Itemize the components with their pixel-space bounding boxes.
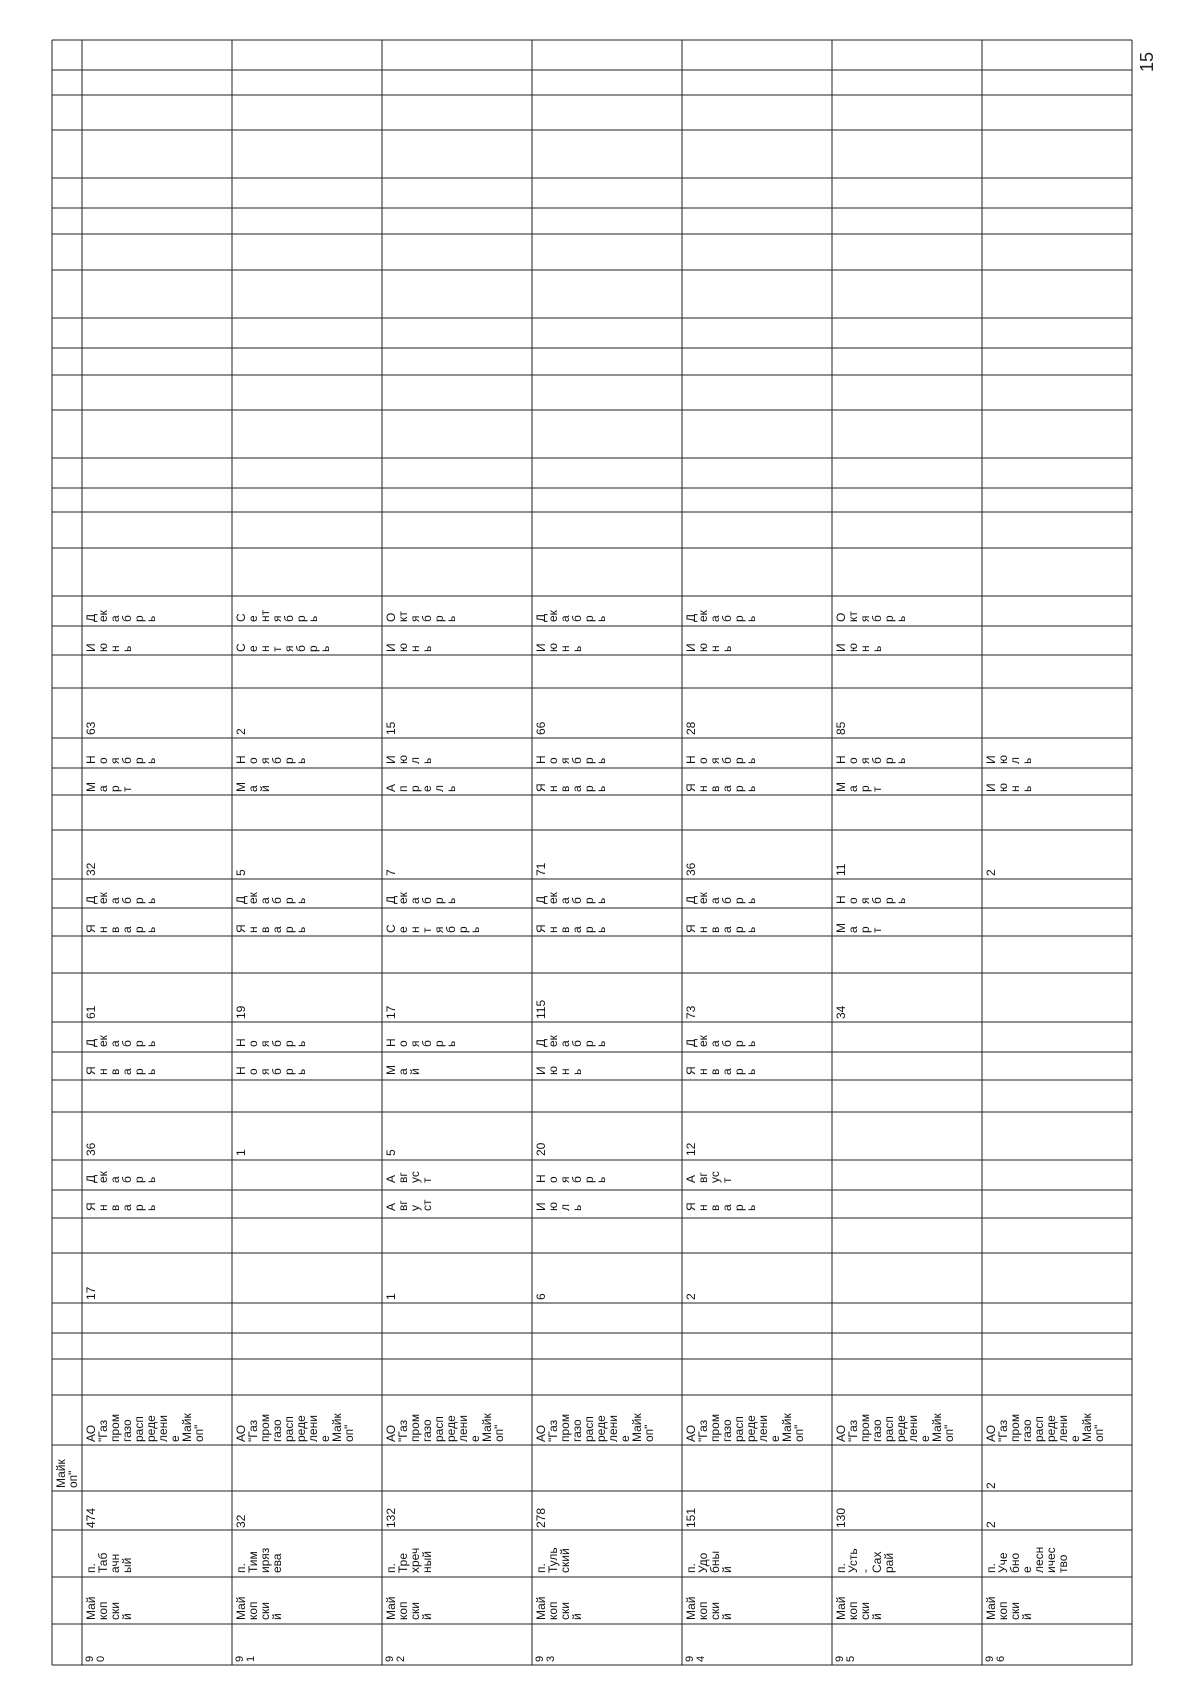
cell-org: АО "Газ пром газо расп реде лени е Майк оп" [84, 1413, 206, 1442]
cell-settlement: п. Удо бны й [684, 1550, 734, 1573]
cell-p5b: О кт я б р ь [834, 611, 908, 622]
cell-v5: 66 [534, 721, 548, 735]
cell-p4b: Н о я б р ь [834, 755, 908, 764]
cell-num: 9 2 [384, 1655, 407, 1662]
cell-p5b: Д ек а б р ь [84, 610, 158, 622]
cell-p4a: М а й [234, 782, 272, 792]
cell-num: 9 4 [684, 1655, 707, 1662]
cell-p1a: И ю л ь [534, 1202, 584, 1211]
cell-p2b: Д ек а б р ь [534, 1035, 608, 1047]
cell-p5b: Д ек а б р ь [534, 610, 608, 622]
cell-district: Май коп ски й [384, 1596, 434, 1620]
cell-p3a: Я н в а р ь [684, 924, 758, 933]
cell-v1: 6 [534, 1293, 548, 1300]
cell-count: 278 [534, 1507, 548, 1528]
cell-org: АО "Газ пром газо расп реде лени е Майк оп" [384, 1413, 506, 1442]
cell-p4b: Н о я б р ь [84, 755, 158, 764]
cell-v3: 34 [834, 1005, 848, 1019]
cell-p2b: Д ек а б р ь [684, 1035, 758, 1047]
cell-v2: 36 [84, 1142, 98, 1156]
cell-district: Май коп ски й [234, 1596, 284, 1620]
cell-v2: 12 [684, 1142, 698, 1156]
cell-p1b: А вг ус т [684, 1171, 734, 1183]
cell-v4: 5 [234, 869, 248, 876]
cell-v4: 2 [984, 869, 998, 876]
cell-count: 132 [384, 1507, 398, 1528]
cell-p5a: И ю н ь [534, 643, 584, 652]
cell-p3b: Д ек а б р ь [684, 892, 758, 904]
cell-v5: 2 [234, 728, 248, 735]
cell-p3b: Н о я б р ь [834, 895, 908, 904]
cell-count: 474 [84, 1507, 98, 1528]
cell-v3: 61 [84, 1005, 98, 1019]
cell-p2a: Н о я б р ь [234, 1066, 308, 1075]
cell-org: АО "Газ пром газо расп реде лени е Майк оп" [534, 1413, 656, 1442]
cell-settlement: п. Тре хреч ный [384, 1547, 434, 1573]
cell-settlement: п. Усть - Сах рай [834, 1548, 896, 1573]
cell-p1b: А вг ус т [384, 1171, 434, 1183]
cell-num: 9 3 [534, 1655, 557, 1662]
cell-num: 9 1 [234, 1655, 257, 1662]
cell-p4a: А п р е л ь [384, 783, 458, 792]
cell-p3b: Д ек а б р ь [534, 892, 608, 904]
cell-org: АО "Газ пром газо расп реде лени е Майк оп" [234, 1413, 356, 1442]
cell-v5: 28 [684, 721, 698, 735]
cell-num: 9 6 [984, 1655, 1007, 1662]
cell-district: Май коп ски й [984, 1596, 1034, 1620]
cell-p5a: И ю н ь [834, 643, 884, 652]
cell-p4b: И ю л ь [384, 755, 434, 764]
cell-p3a: Я н в а р ь [234, 924, 308, 933]
cell-v5: 85 [834, 721, 848, 735]
cell-v4: 11 [834, 863, 848, 876]
cell-settlement: п. Тим иряз ева [234, 1547, 284, 1573]
cell-org: АО "Газ пром газо расп реде лени е Майк оп" [984, 1413, 1106, 1442]
cell-p3a: Я н в а р ь [534, 924, 608, 933]
cell-v1: 1 [384, 1293, 398, 1300]
cell-count2: 2 [984, 1482, 998, 1489]
cell-p3a: С е н т я б р ь [384, 924, 482, 933]
cell-org: АО "Газ пром газо расп реде лени е Майк оп" [684, 1413, 806, 1442]
cell-v2: 1 [234, 1149, 248, 1156]
cell-p4b: Н о я б р ь [684, 755, 758, 764]
cell-v1: 17 [84, 1286, 98, 1300]
cell-v2: 5 [384, 1149, 398, 1156]
cell-count: 130 [834, 1507, 848, 1528]
cell-v3: 17 [384, 1005, 398, 1019]
cell-p2b: Н о я б р ь [384, 1038, 458, 1047]
cell-v2: 20 [534, 1142, 548, 1156]
cell-p4a: Я н в а р ь [534, 783, 608, 792]
cell-district: Май коп ски й [84, 1596, 134, 1620]
cell-settlement: п. Уче бно е лесн ичес тво [984, 1546, 1070, 1573]
cell-p3b: Д ек а б р ь [234, 892, 308, 904]
cell-p2a: М а й [384, 1065, 422, 1075]
cell-p5b: Д ек а б р ь [684, 610, 758, 622]
cell-p5b: С е нт я б р ь [234, 609, 320, 622]
cell-v3: 73 [684, 1005, 698, 1019]
cell-carry-over: Майк оп" [54, 1459, 80, 1488]
cell-p4a: М а р т [84, 782, 134, 792]
cell-p1b: Н о я б р ь [534, 1174, 608, 1183]
cell-p5a: И ю н ь [84, 643, 134, 652]
cell-district: Май коп ски й [534, 1596, 584, 1620]
cell-p2a: Я н в а р ь [84, 1066, 158, 1075]
cell-settlement: п. Таб ачн ый [84, 1552, 134, 1573]
cell-p5a: С е н т я б р ь [234, 643, 332, 652]
cell-p2a: Я н в а р ь [684, 1066, 758, 1075]
cell-district: Май коп ски й [834, 1596, 884, 1620]
cell-p4a: М а р т [834, 782, 884, 792]
cell-p3a: Я н в а р ь [84, 924, 158, 933]
cell-p5b: О кт я б р ь [384, 611, 458, 622]
cell-p4a: И ю н ь [984, 783, 1034, 792]
cell-v5: 63 [84, 721, 98, 735]
cell-p5a: И ю н ь [384, 643, 434, 652]
cell-v1: 2 [684, 1293, 698, 1300]
cell-p1a: Я н в а р ь [84, 1202, 158, 1211]
cell-v3: 19 [234, 1005, 248, 1019]
cell-count: 151 [684, 1507, 698, 1528]
cell-v4: 36 [684, 862, 698, 876]
cell-v4: 32 [84, 862, 98, 876]
cell-p3a: М а р т [834, 923, 884, 933]
cell-p4b: И ю л ь [984, 755, 1034, 764]
cell-num: 9 5 [834, 1655, 857, 1662]
cell-p2a: И ю н ь [534, 1066, 584, 1075]
cell-p1a: Я н в а р ь [684, 1202, 758, 1211]
cell-count: 2 [984, 1521, 998, 1528]
cell-num: 9 0 [84, 1655, 107, 1662]
cell-p4b: Н о я б р ь [234, 755, 308, 764]
cell-p3b: Д ек а б р ь [84, 892, 158, 904]
cell-p4b: Н о я б р ь [534, 755, 608, 764]
cell-v4: 71 [534, 862, 548, 876]
cell-v5: 15 [384, 721, 398, 735]
cell-org: АО "Газ пром газо расп реде лени е Майк оп" [834, 1413, 956, 1442]
page-number: 15 [1137, 51, 1157, 73]
cell-p4a: Я н в а р ь [684, 783, 758, 792]
cell-p1a: А вг у ст [384, 1199, 434, 1211]
cell-v3: 115 [534, 999, 548, 1019]
cell-district: Май коп ски й [684, 1596, 734, 1620]
cell-p1b: Д ек а б р ь [84, 1171, 158, 1183]
cell-p3b: Д ек а б р ь [384, 892, 458, 904]
cell-v4: 7 [384, 869, 398, 876]
cell-p5a: И ю н ь [684, 643, 734, 652]
cell-count: 32 [234, 1514, 248, 1528]
cell-p2b: Н о я б р ь [234, 1038, 308, 1047]
cell-settlement: п. Туль ский [534, 1547, 572, 1573]
cell-p2b: Д ек а б р ь [84, 1035, 158, 1047]
